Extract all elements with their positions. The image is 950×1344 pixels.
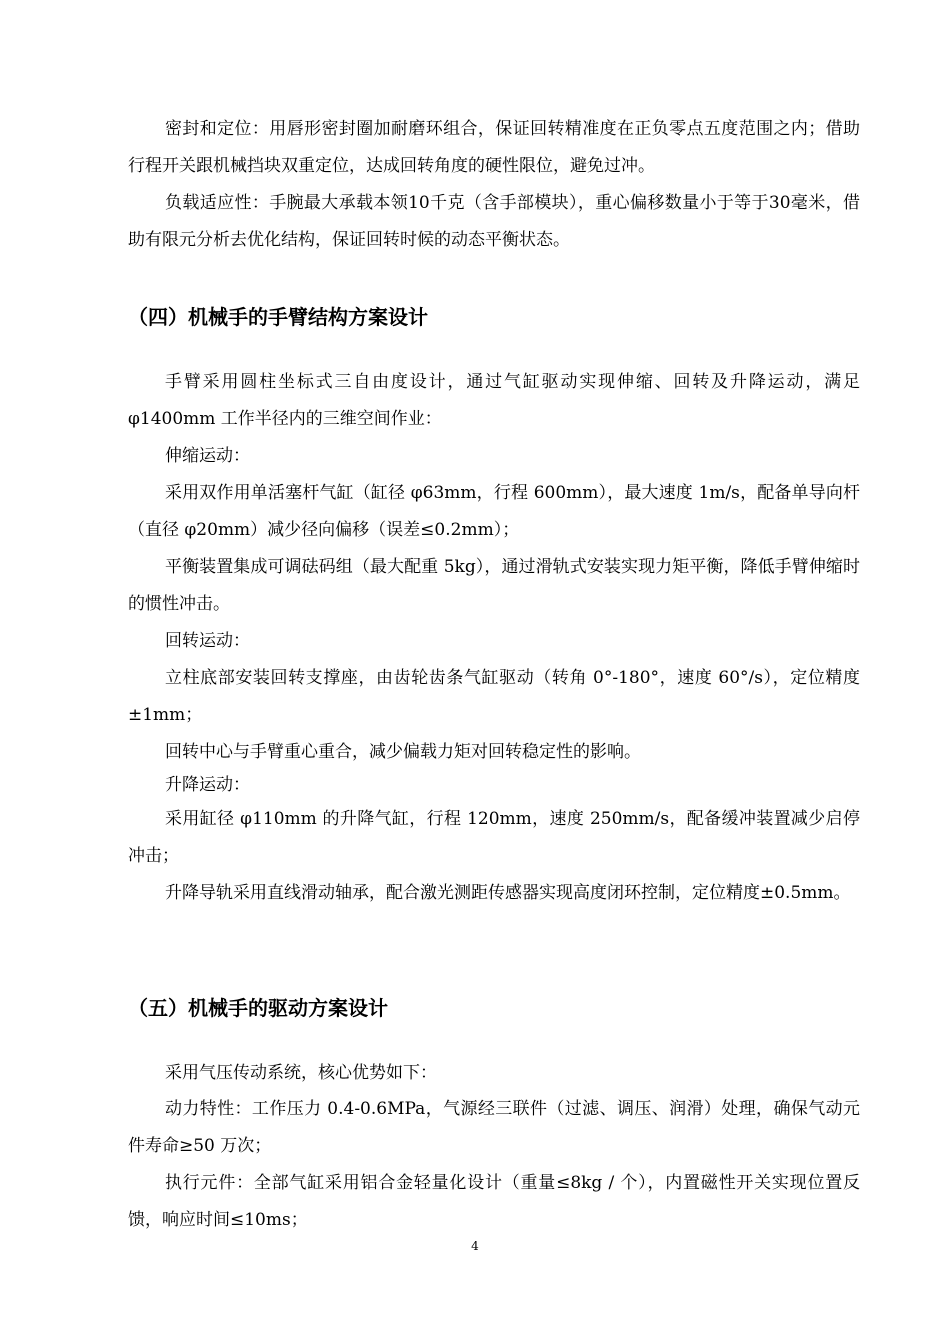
paragraph-power-characteristics: 动力特性：工作压力 0.4-0.6MPa，气源经三联件（过滤、调压、润滑）处理，确保气动元件寿命≥50 万次； bbox=[128, 1099, 860, 1156]
paragraph-rotation-support: 立柱底部安装回转支撑座，由齿轮齿条气缸驱动（转角 0°-180°，速度 60°/s），定位精度 ±1mm； bbox=[128, 668, 860, 725]
paragraph-seal-positioning: 密封和定位：用唇形密封圈加耐磨环组合，保证回转精准度在正负零点五度范围之内；借助行程开关跟机械挡块双重定位，达成回转角度的硬性限位，避免过冲。 bbox=[128, 119, 860, 176]
paragraph-arm-intro: 手臂采用圆柱坐标式三自由度设计，通过气缸驱动实现伸缩、回转及升降运动，满足 φ1400mm 工作半径内的三维空间作业： bbox=[128, 372, 860, 429]
page-number: 4 bbox=[471, 1239, 479, 1253]
paragraph-lifting-title: 升降运动： bbox=[165, 775, 250, 795]
paragraph-telescopic-cylinder: 采用双作用单活塞杆气缸（缸径 φ63mm，行程 600mm），最大速度 1m/s，配备单导向杆（直径 φ20mm）减少径向偏移（误差≤0.2mm）； bbox=[128, 483, 860, 540]
paragraph-rotation-title: 回转运动： bbox=[165, 631, 250, 651]
paragraph-lifting-cylinder: 采用缸径 φ110mm 的升降气缸，行程 120mm，速度 250mm/s，配备缓冲装置减少启停冲击； bbox=[128, 809, 860, 866]
section-heading-arm-structure: （四）机械手的手臂结构方案设计 bbox=[128, 305, 428, 329]
section-heading-drive-scheme: （五）机械手的驱动方案设计 bbox=[128, 996, 388, 1020]
paragraph-telescopic-title: 伸缩运动： bbox=[165, 446, 250, 466]
paragraph-balance-device: 平衡装置集成可调砝码组（最大配重 5kg），通过滑轨式安装实现力矩平衡，降低手臂伸缩时的惯性冲击。 bbox=[128, 557, 860, 614]
paragraph-actuators: 执行元件：全部气缸采用铝合金轻量化设计（重量≤8kg / 个），内置磁性开关实现位置反馈，响应时间≤10ms； bbox=[128, 1173, 860, 1230]
paragraph-pneumatic-intro: 采用气压传动系统，核心优势如下： bbox=[165, 1063, 437, 1083]
paragraph-lifting-guide: 升降导轨采用直线滑动轴承，配合激光测距传感器实现高度闭环控制，定位精度±0.5mm。 bbox=[165, 883, 851, 903]
paragraph-rotation-center: 回转中心与手臂重心重合，减少偏载力矩对回转稳定性的影响。 bbox=[165, 742, 641, 762]
paragraph-load-adaptability: 负载适应性：手腕最大承载本领10千克（含手部模块），重心偏移数量小于等于30毫米，借助有限元分析去优化结构，保证回转时候的动态平衡状态。 bbox=[128, 193, 860, 250]
